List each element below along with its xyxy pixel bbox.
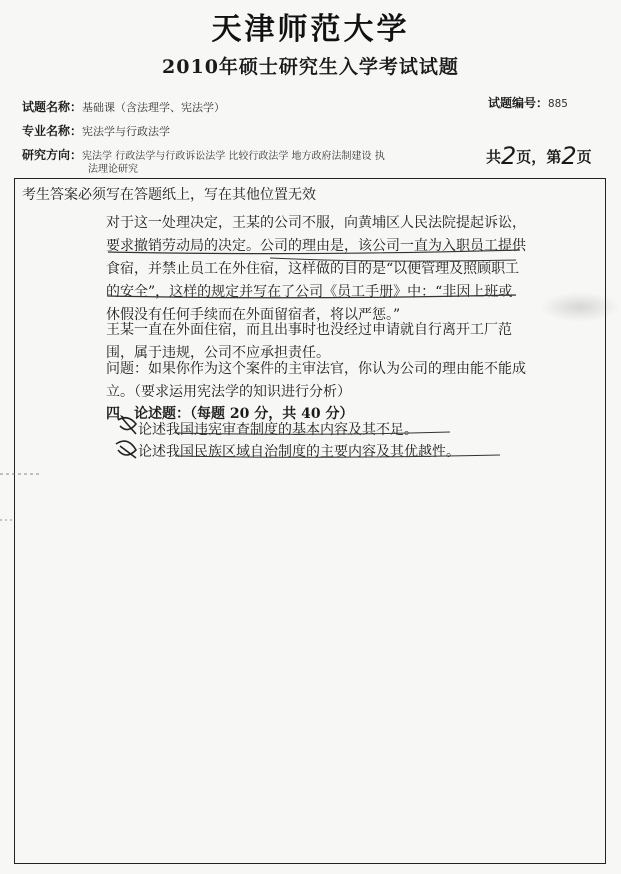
page-total-prefix: 共	[486, 148, 502, 166]
page-total-suffix: 页，	[516, 148, 547, 166]
direction-line2: 法理论研究	[88, 164, 138, 175]
page-total: 2	[501, 142, 517, 170]
subject-value: 基础课（含法理学、宪法学）	[82, 101, 226, 114]
direction-label: 研究方向：	[22, 148, 83, 162]
code-value: 885	[548, 97, 568, 110]
subject-label: 试题名称：	[22, 100, 83, 114]
case-paragraph-1: 对于这一处理决定，王某的公司不服，向黄埔区人民法院提起诉讼，要求撤销劳动局的决定。公司的理由是，该公司一直为入职员工提供食宿，并禁止员工在外住宿，这样做的目的是“以便管理及照顾职工的安全”，这样的规定并写在了公司《员工手册》中：“非因上班或休假没有任何手续而在外面留宿者，将以严惩。”	[106, 215, 526, 323]
essay-question-2: 论述我国民族区域自治制度的主要内容及其优越性。	[138, 444, 460, 460]
notice-text: 考生答案必须写在答题纸上，写在其他位置无效	[22, 187, 316, 203]
page-current-suffix: 页	[576, 148, 592, 166]
major-label: 专业名称：	[22, 124, 83, 138]
page-current-prefix: 第	[546, 148, 562, 166]
page-counter	[486, 140, 592, 168]
code-row	[488, 94, 568, 111]
page-current: 2	[561, 142, 577, 170]
subject-row	[22, 98, 225, 115]
direction-row-2	[88, 160, 138, 175]
direction-line1: 宪法学 行政法学与行政诉讼法学 比较行政法学 地方政府法制建设 执	[82, 151, 385, 162]
major-value: 宪法学与行政法学	[82, 125, 171, 138]
scan-smudge	[540, 292, 620, 322]
university-name: 天津师范大学	[211, 12, 410, 47]
direction-row	[22, 146, 385, 163]
essay-question-1: 论述我国违宪审查制度的基本内容及其不足。	[138, 422, 418, 438]
case-paragraph-2: 王某一直在外面住宿，而且出事时也没经过申请就自行离开工厂范围，属于违规，公司不应承担责任。	[106, 322, 512, 361]
major-row	[22, 122, 170, 139]
case-question: 问题：如果你作为这个案件的主审法官，你认为公司的理由能不能成立。（要求运用宪法学的知识进行分析）	[106, 361, 526, 400]
code-label: 试题编号：	[488, 96, 549, 110]
section-heading: 四、论述题：（每题 20 分，共 40 分）	[106, 406, 354, 422]
exam-title: 2010年硕士研究生入学考试试题	[162, 56, 459, 78]
